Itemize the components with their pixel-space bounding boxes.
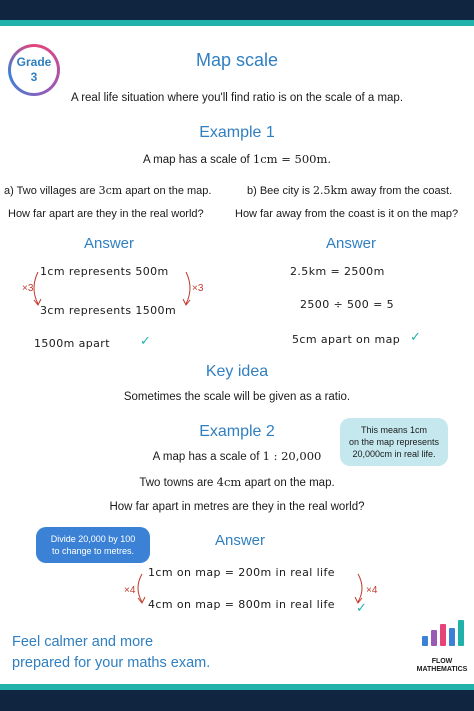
left-arrow-icon (138, 574, 142, 602)
right-arrow-icon (358, 574, 362, 602)
page-title: Map scale (195, 50, 279, 70)
example1-part-b-line1 (247, 184, 452, 197)
example1-heading: Example 1 (199, 124, 275, 141)
logo-bar-icon (449, 628, 455, 646)
multiply-left-label: ×4 (124, 585, 136, 596)
check-icon: ✓ (410, 329, 421, 344)
logo-bar-icon (422, 636, 428, 646)
left-arrow-icon (34, 272, 38, 304)
logo-text (412, 658, 472, 674)
note-line: on the map represents (348, 437, 440, 447)
example2-statement-math: 1 : 20,000 (262, 449, 322, 463)
answer-a-work-line2: 3cm represents 1500m (40, 304, 177, 317)
example2-line2-suffix: apart on the map. (241, 477, 335, 489)
part-b-math: 2.5km (313, 184, 348, 197)
tagline-line1: Feel calmer and more (12, 634, 154, 650)
logo-bar-icon (458, 620, 464, 646)
note-line: to change to metres. (51, 546, 135, 556)
part-a-prefix: a) Two villages are (4, 185, 99, 197)
example2-line2-math: 4cm (216, 475, 242, 489)
example1-statement-math: 1cm = 500m. (252, 152, 332, 166)
example2-statement-text: A map has a scale of (152, 451, 263, 463)
grade-badge-label: Grade (16, 55, 52, 69)
example1-answer-a-label: Answer (84, 235, 135, 252)
key-idea-text: Sometimes the scale will be given as a ratio. (123, 391, 351, 403)
conversion-note (36, 527, 150, 563)
example2-line2 (0, 475, 474, 489)
bottom-banner (0, 690, 474, 711)
top-accent-stripe (0, 20, 474, 26)
left-arrowhead-icon (138, 597, 145, 603)
example2-work-line2: 4cm on map = 800m in real life (148, 598, 335, 611)
example1-part-a-line2: How far apart are they in the real world? (8, 208, 204, 220)
multiply-right-label: ×4 (366, 585, 378, 596)
footer-tagline (12, 632, 272, 674)
tagline-line2: prepared for your maths exam. (12, 655, 211, 671)
logo-bar-icon (431, 630, 437, 646)
scale-arrows (28, 268, 198, 308)
part-a-math: 3cm (98, 184, 123, 197)
example2-answer-label: Answer (215, 532, 266, 549)
example2-statement (0, 449, 474, 463)
note-line: This means 1cm (360, 425, 428, 435)
logo-text-line2: MATHEMATICS (416, 666, 468, 673)
check-icon: ✓ (356, 600, 367, 615)
multiply-left-label: ×3 (22, 283, 34, 294)
flow-mathematics-logo (418, 618, 466, 672)
part-a-suffix: apart on the map. (122, 185, 212, 197)
note-line: Divide 20,000 by 100 (50, 534, 136, 544)
multiply-right-label: ×3 (192, 283, 204, 294)
example1-answer-b-label: Answer (326, 235, 377, 252)
example1-part-a-line1 (4, 184, 211, 197)
logo-bar-icon (440, 624, 446, 646)
example1-statement (0, 152, 474, 166)
part-b-suffix: away from the coast. (347, 185, 453, 197)
grade-badge-number: 3 (30, 70, 38, 84)
right-arrow-icon (186, 272, 190, 304)
note-line: 20,000cm in real life. (352, 449, 436, 459)
key-idea-heading: Key idea (205, 363, 269, 380)
example2-line2-prefix: Two towns are (139, 477, 217, 489)
example2-heading: Example 2 (199, 423, 275, 440)
part-b-prefix: b) Bee city is (247, 185, 314, 197)
answer-b-work-line1: 2.5km = 2500m (290, 265, 385, 278)
check-icon: ✓ (140, 333, 151, 348)
answer-b-result: 5cm apart on map (292, 333, 401, 346)
answer-a-result: 1500m apart (34, 337, 110, 350)
answer-b-work-line2: 2500 ÷ 500 = 5 (300, 298, 395, 311)
example2-question: How far apart in metres are they in the real world? (109, 501, 365, 513)
example1-statement-text: A map has a scale of (142, 154, 253, 166)
top-banner (0, 0, 474, 20)
logo-text-line1: FLOW (431, 658, 453, 665)
example2-work-line1: 1cm on map = 200m in real life (148, 566, 335, 579)
answer-a-work-line1: 1cm represents 500m (40, 265, 169, 278)
intro-text: A real life situation where you'll find ratio is on the scale of a map. (70, 92, 404, 104)
example1-part-b-line2: How far away from the coast is it on the map? (235, 208, 459, 220)
